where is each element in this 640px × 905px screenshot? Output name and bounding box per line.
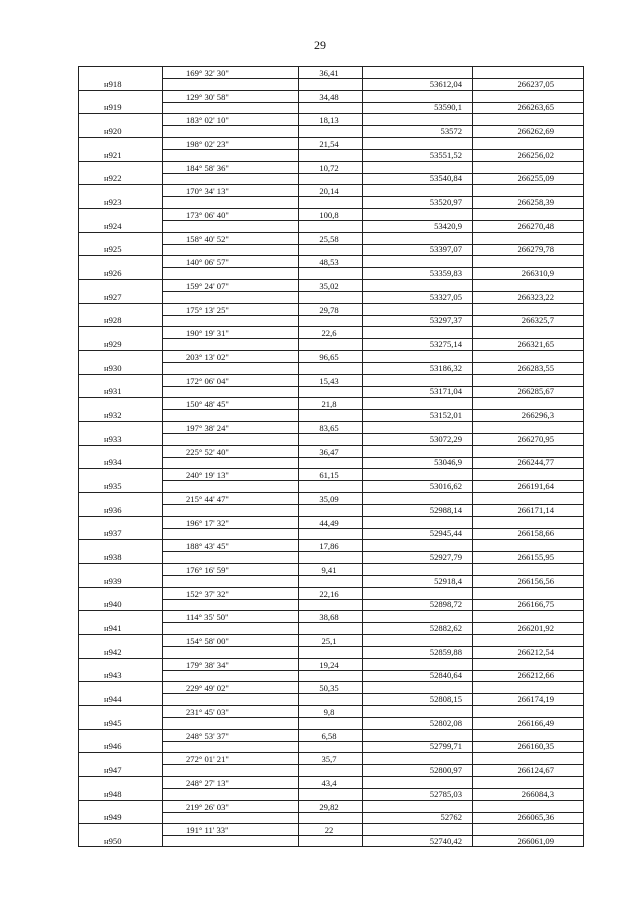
row-border — [78, 208, 584, 209]
distance-value: 36,41 — [319, 68, 339, 78]
distance-value: 25,1 — [321, 636, 337, 646]
x-coordinate: 52740,42 — [429, 836, 462, 846]
y-coordinate: 266160,35 — [517, 741, 554, 751]
y-coordinate: 266201,92 — [517, 623, 554, 633]
angle-value: 159° 24' 07" — [186, 281, 229, 291]
page-number: 29 — [314, 38, 326, 52]
angle-value: 229° 49' 02" — [186, 683, 229, 693]
y-coordinate: 266158,66 — [517, 528, 554, 538]
row-mid-border — [162, 315, 362, 316]
point-name: н936 — [104, 505, 122, 515]
distance-value: 44,49 — [319, 518, 339, 528]
distance-value: 36,47 — [319, 447, 339, 457]
point-name: н920 — [104, 126, 122, 136]
angle-value: 231° 45' 03" — [186, 707, 229, 717]
point-name: н929 — [104, 339, 122, 349]
point-name: н933 — [104, 434, 122, 444]
row-border — [78, 776, 584, 777]
distance-value: 50,35 — [319, 683, 339, 693]
angle-value: 173° 06' 40" — [186, 210, 229, 220]
angle-value: 191° 11' 33" — [186, 825, 229, 835]
distance-value: 43,4 — [321, 778, 337, 788]
distance-value: 35,09 — [319, 494, 339, 504]
y-coordinate: 266285,67 — [517, 386, 554, 396]
distance-value: 61,15 — [319, 470, 339, 480]
point-name: н918 — [104, 79, 122, 89]
angle-value: 215° 44' 47" — [186, 494, 229, 504]
distance-value: 83,65 — [319, 423, 339, 433]
angle-value: 196° 17' 32" — [186, 518, 229, 528]
point-name: н934 — [104, 457, 122, 467]
x-coordinate: 52945,44 — [429, 528, 462, 538]
row-mid-border — [162, 220, 362, 221]
y-coordinate: 266212,54 — [517, 647, 554, 657]
angle-value: 225° 52' 40" — [186, 447, 229, 457]
x-coordinate: 53612,04 — [429, 79, 462, 89]
point-name: н946 — [104, 741, 122, 751]
y-coordinate: 266262,69 — [517, 126, 554, 136]
distance-value: 9,41 — [321, 565, 337, 575]
row-mid-border — [162, 670, 362, 671]
y-coordinate: 266310,9 — [521, 268, 554, 278]
distance-value: 18,13 — [319, 115, 339, 125]
row-border — [78, 516, 584, 517]
angle-value: 190° 19' 31" — [186, 328, 229, 338]
row-mid-border — [162, 125, 362, 126]
distance-value: 22 — [324, 825, 334, 835]
row-border — [78, 161, 584, 162]
distance-value: 22,6 — [321, 328, 337, 338]
x-coordinate: 52927,79 — [429, 552, 462, 562]
row-mid-border — [162, 102, 362, 103]
row-mid-border — [162, 693, 362, 694]
x-coordinate: 53327,05 — [429, 292, 462, 302]
row-mid-border — [162, 433, 362, 434]
distance-value: 100,8 — [319, 210, 339, 220]
y-coordinate: 266084,3 — [521, 789, 554, 799]
x-coordinate: 53590,1 — [434, 102, 462, 112]
x-coordinate: 52808,15 — [429, 694, 462, 704]
angle-value: 169° 32' 30" — [186, 68, 229, 78]
y-coordinate: 266258,39 — [517, 197, 554, 207]
y-coordinate: 266155,95 — [517, 552, 554, 562]
x-coordinate: 53540,84 — [429, 173, 462, 183]
distance-value: 21,8 — [321, 399, 337, 409]
y-coordinate: 266270,95 — [517, 434, 554, 444]
distance-value: 15,43 — [319, 376, 339, 386]
y-coordinate: 266279,78 — [517, 244, 554, 254]
row-mid-border — [162, 551, 362, 552]
point-name: н949 — [104, 812, 122, 822]
row-border — [78, 374, 584, 375]
y-coordinate: 266244,77 — [517, 457, 554, 467]
distance-value: 29,82 — [319, 802, 339, 812]
row-border — [78, 184, 584, 185]
angle-value: 184° 58' 36" — [186, 163, 229, 173]
distance-value: 35,7 — [321, 754, 337, 764]
point-name: н919 — [104, 102, 122, 112]
y-coordinate: 266323,22 — [517, 292, 554, 302]
point-name: н941 — [104, 623, 122, 633]
y-coordinate: 266166,49 — [517, 718, 554, 728]
point-name: н930 — [104, 363, 122, 373]
row-mid-border — [162, 764, 362, 765]
distance-value: 22,16 — [319, 589, 339, 599]
y-coordinate: 266212,66 — [517, 670, 554, 680]
x-coordinate: 53016,62 — [429, 481, 462, 491]
y-coordinate: 266237,05 — [517, 79, 554, 89]
distance-value: 9,8 — [323, 707, 335, 717]
point-name: н921 — [104, 150, 122, 160]
y-coordinate: 266191,64 — [517, 481, 554, 491]
point-name: н926 — [104, 268, 122, 278]
x-coordinate: 53397,07 — [429, 244, 462, 254]
x-coordinate: 52762 — [440, 812, 462, 822]
x-coordinate: 53046,9 — [434, 457, 462, 467]
y-coordinate: 266321,65 — [517, 339, 554, 349]
angle-value: 172° 06' 04" — [186, 376, 229, 386]
row-border — [78, 492, 584, 493]
point-name: н947 — [104, 765, 122, 775]
y-coordinate: 266270,48 — [517, 221, 554, 231]
angle-value: 188° 43' 45" — [186, 541, 229, 551]
point-name: н948 — [104, 789, 122, 799]
angle-value: 240° 19' 13" — [186, 470, 229, 480]
row-border — [78, 279, 584, 280]
x-coordinate: 53572 — [440, 126, 462, 136]
distance-value: 6,58 — [321, 731, 337, 741]
point-name: н925 — [104, 244, 122, 254]
row-border — [78, 563, 584, 564]
x-coordinate: 53359,83 — [429, 268, 462, 278]
row-border — [78, 445, 584, 446]
row-border — [78, 587, 584, 588]
x-coordinate: 53186,32 — [429, 363, 462, 373]
row-border — [78, 350, 584, 351]
row-mid-border — [162, 78, 362, 79]
angle-value: 219° 26' 03" — [186, 802, 229, 812]
row-mid-border — [162, 622, 362, 623]
row-mid-border — [162, 409, 362, 410]
row-mid-border — [162, 812, 362, 813]
row-border — [78, 705, 584, 706]
angle-value: 176° 16' 59" — [186, 565, 229, 575]
angle-value: 272° 01' 21" — [186, 754, 229, 764]
row-mid-border — [162, 291, 362, 292]
angle-value: 198° 02' 23" — [186, 139, 229, 149]
point-name: н932 — [104, 410, 122, 420]
y-coordinate: 266061,09 — [517, 836, 554, 846]
y-coordinate: 266283,55 — [517, 363, 554, 373]
y-coordinate: 266171,14 — [517, 505, 554, 515]
x-coordinate: 53520,97 — [429, 197, 462, 207]
angle-value: 129° 30' 58" — [186, 92, 229, 102]
distance-value: 29,78 — [319, 305, 339, 315]
coordinates-table — [78, 66, 584, 847]
y-coordinate: 266263,65 — [517, 102, 554, 112]
y-coordinate: 266255,09 — [517, 173, 554, 183]
point-name: н939 — [104, 576, 122, 586]
point-name: н935 — [104, 481, 122, 491]
row-mid-border — [162, 362, 362, 363]
angle-value: 197° 38' 24" — [186, 423, 229, 433]
row-mid-border — [162, 741, 362, 742]
x-coordinate: 52785,03 — [429, 789, 462, 799]
row-border — [78, 468, 584, 469]
y-coordinate: 266325,7 — [521, 315, 554, 325]
distance-value: 38,68 — [319, 612, 339, 622]
row-mid-border — [162, 575, 362, 576]
distance-value: 17,86 — [319, 541, 339, 551]
point-name: н942 — [104, 647, 122, 657]
row-border — [78, 658, 584, 659]
angle-value: 114° 35' 50" — [186, 612, 229, 622]
angle-value: 150° 48' 45" — [186, 399, 229, 409]
row-mid-border — [162, 717, 362, 718]
row-border — [78, 232, 584, 233]
x-coordinate: 53072,29 — [429, 434, 462, 444]
row-border — [78, 752, 584, 753]
angle-value: 154° 58' 00" — [186, 636, 229, 646]
angle-value: 179° 38' 34" — [186, 660, 229, 670]
x-coordinate: 53297,37 — [429, 315, 462, 325]
point-name: н922 — [104, 173, 122, 183]
row-border — [78, 800, 584, 801]
x-coordinate: 52799,71 — [429, 741, 462, 751]
y-coordinate: 266166,75 — [517, 599, 554, 609]
row-border — [78, 90, 584, 91]
row-mid-border — [162, 267, 362, 268]
row-mid-border — [162, 788, 362, 789]
row-mid-border — [162, 646, 362, 647]
row-border — [78, 397, 584, 398]
point-name: н937 — [104, 528, 122, 538]
row-mid-border — [162, 244, 362, 245]
row-border — [78, 610, 584, 611]
point-name: н927 — [104, 292, 122, 302]
table-top-border — [78, 66, 584, 67]
point-name: н931 — [104, 386, 122, 396]
row-mid-border — [162, 173, 362, 174]
row-border — [78, 729, 584, 730]
y-coordinate: 266256,02 — [517, 150, 554, 160]
row-mid-border — [162, 504, 362, 505]
row-border — [78, 326, 584, 327]
row-mid-border — [162, 338, 362, 339]
row-mid-border — [162, 528, 362, 529]
angle-value: 203° 13' 02" — [186, 352, 229, 362]
point-name: н940 — [104, 599, 122, 609]
x-coordinate: 52859,88 — [429, 647, 462, 657]
y-coordinate: 266174,19 — [517, 694, 554, 704]
row-mid-border — [162, 457, 362, 458]
row-border — [78, 539, 584, 540]
angle-value: 152° 37' 32" — [186, 589, 229, 599]
point-name: н943 — [104, 670, 122, 680]
y-coordinate: 266065,36 — [517, 812, 554, 822]
angle-value: 170° 34' 13" — [186, 186, 229, 196]
distance-value: 96,65 — [319, 352, 339, 362]
point-name: н950 — [104, 836, 122, 846]
angle-value: 140° 06' 57" — [186, 257, 229, 267]
row-border — [78, 137, 584, 138]
x-coordinate: 52918,4 — [434, 576, 462, 586]
distance-value: 20,14 — [319, 186, 339, 196]
row-mid-border — [162, 599, 362, 600]
row-border — [78, 421, 584, 422]
row-border — [78, 634, 584, 635]
row-mid-border — [162, 480, 362, 481]
row-border — [78, 823, 584, 824]
row-border — [78, 255, 584, 256]
row-border — [78, 681, 584, 682]
row-border — [78, 303, 584, 304]
distance-value: 48,53 — [319, 257, 339, 267]
angle-value: 175° 13' 25" — [186, 305, 229, 315]
point-name: н923 — [104, 197, 122, 207]
x-coordinate: 53275,14 — [429, 339, 462, 349]
x-coordinate: 52840,64 — [429, 670, 462, 680]
distance-value: 10,72 — [319, 163, 339, 173]
point-name: н924 — [104, 221, 122, 231]
point-name: н938 — [104, 552, 122, 562]
x-coordinate: 52802,08 — [429, 718, 462, 728]
distance-value: 21,54 — [319, 139, 339, 149]
row-border — [78, 113, 584, 114]
angle-value: 248° 27' 13" — [186, 778, 229, 788]
x-coordinate: 52898,72 — [429, 599, 462, 609]
x-coordinate: 52800,97 — [429, 765, 462, 775]
row-mid-border — [162, 149, 362, 150]
y-coordinate: 266156,56 — [517, 576, 554, 586]
row-mid-border — [162, 835, 362, 836]
point-name: н945 — [104, 718, 122, 728]
point-name: н944 — [104, 694, 122, 704]
angle-value: 183° 02' 10" — [186, 115, 229, 125]
x-coordinate: 53152,01 — [429, 410, 462, 420]
row-mid-border — [162, 196, 362, 197]
angle-value: 248° 53' 37" — [186, 731, 229, 741]
angle-value: 158° 40' 52" — [186, 234, 229, 244]
point-name: н928 — [104, 315, 122, 325]
x-coordinate: 53171,04 — [429, 386, 462, 396]
x-coordinate: 52988,14 — [429, 505, 462, 515]
y-coordinate: 266124,67 — [517, 765, 554, 775]
distance-value: 25,58 — [319, 234, 339, 244]
y-coordinate: 266296,3 — [521, 410, 554, 420]
row-border — [78, 846, 584, 847]
x-coordinate: 53551,52 — [429, 150, 462, 160]
distance-value: 35,02 — [319, 281, 339, 291]
x-coordinate: 53420,9 — [434, 221, 462, 231]
distance-value: 19,24 — [319, 660, 339, 670]
distance-value: 34,48 — [319, 92, 339, 102]
x-coordinate: 52882,62 — [429, 623, 462, 633]
row-mid-border — [162, 386, 362, 387]
